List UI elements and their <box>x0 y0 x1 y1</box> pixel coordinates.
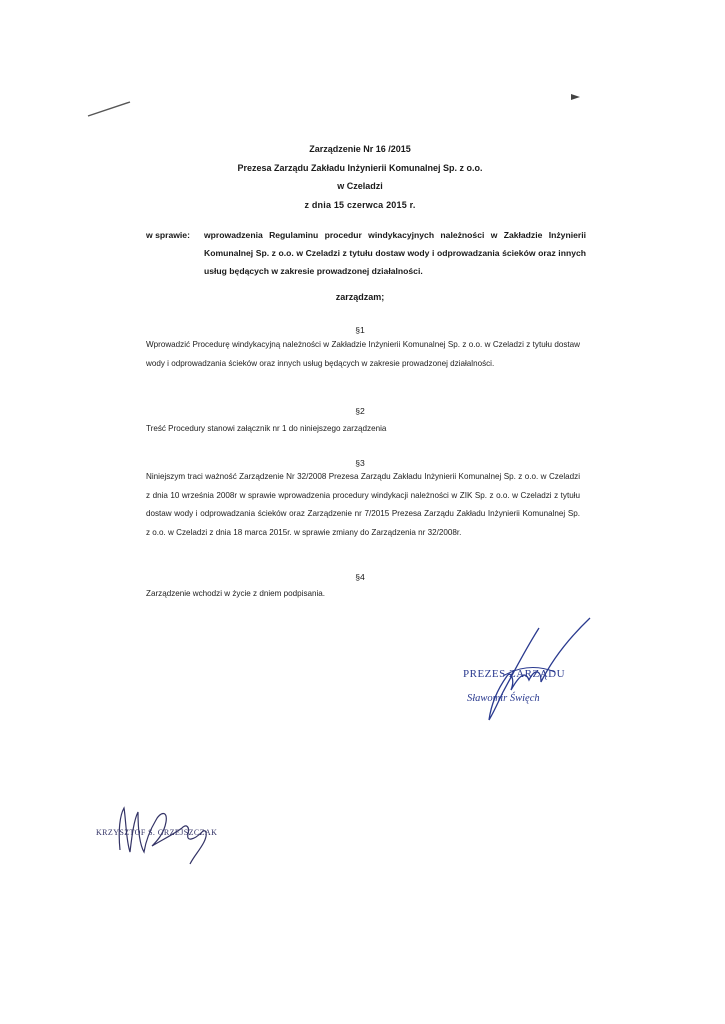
subject-text: wprowadzenia Regulaminu procedur windykacyjnych należności w Zakładzie Inżynierii Komunalnej Sp. z o.o. w Czeladzi z tytułu dostaw wody i odprowadzania ścieków oraz innych usług będących w zakresie prowadzonej działalności. <box>204 230 586 277</box>
secondary-signature <box>90 790 230 870</box>
section-1-title: §1 <box>355 325 365 335</box>
section-2-body: Treść Procedury stanowi załącznik nr 1 do niniejszego zarządzenia <box>146 424 387 433</box>
section-4-title: §4 <box>355 572 365 582</box>
section-4-body: Zarządzenie wchodzi w życie z dniem podpisania. <box>146 589 326 598</box>
section-2-title: §2 <box>355 406 365 416</box>
secondary-stamp-text: KRZYSZTOF S. GRZEJSZCZAK <box>96 828 218 837</box>
decree-date: z dnia 15 czerwca 2015 r. <box>304 199 416 210</box>
section-3-title: §3 <box>355 458 365 468</box>
decree-word: zarządzam; <box>335 292 385 302</box>
secondary-stamp <box>90 790 230 870</box>
document-header <box>140 140 580 214</box>
scan-artifact-arrow <box>570 92 582 102</box>
section-1-body: Wprowadzić Procedurę windykacyjną należności w Zakładzie Inżynierii Komunalnej Sp. z o.o. w Czeladzi z tytułu dostaw wody i odprowadzania ścieków oraz innych usług będących w zakresie prowadzonej działalności. <box>146 340 580 368</box>
issuer-line: Prezesa Zarządu Zakładu Inżynierii Komunalnej Sp. z o.o. <box>237 162 483 173</box>
subject-label: w sprawie: <box>146 230 190 240</box>
issuer-location: w Czeladzi <box>337 181 383 191</box>
president-signature <box>455 610 615 740</box>
president-stamp <box>455 610 615 740</box>
section-3-body: Niniejszym traci ważność Zarządzenie Nr 32/2008 Prezesa Zarządu Zakładu Inżynierii Komunalnej Sp. z o.o. w Czeladzi z dnia 10 września 2008r w sprawie wprowadzenia procedury windykacji należności w ZIK Sp. z o.o. w Czeladzi z tytułu dostaw wody i odprowadzania ścieków oraz Zarządzenie nr 7/2015 Prezesa Zarządu Zakładu Inżynierii Komunalnej Sp. z o.o. w Czeladzi z dnia 18 marca 2015r. w sprawie zmiany do Zarządzenia nr 32/2008r. <box>146 472 580 537</box>
stamp-title: PREZES ZARZĄDU <box>463 668 566 680</box>
stamp-name: Sławomir Święch <box>467 693 540 704</box>
decree-number: Zarządzenie Nr 16 /2015 <box>309 144 411 154</box>
scan-artifact-line <box>86 98 134 120</box>
